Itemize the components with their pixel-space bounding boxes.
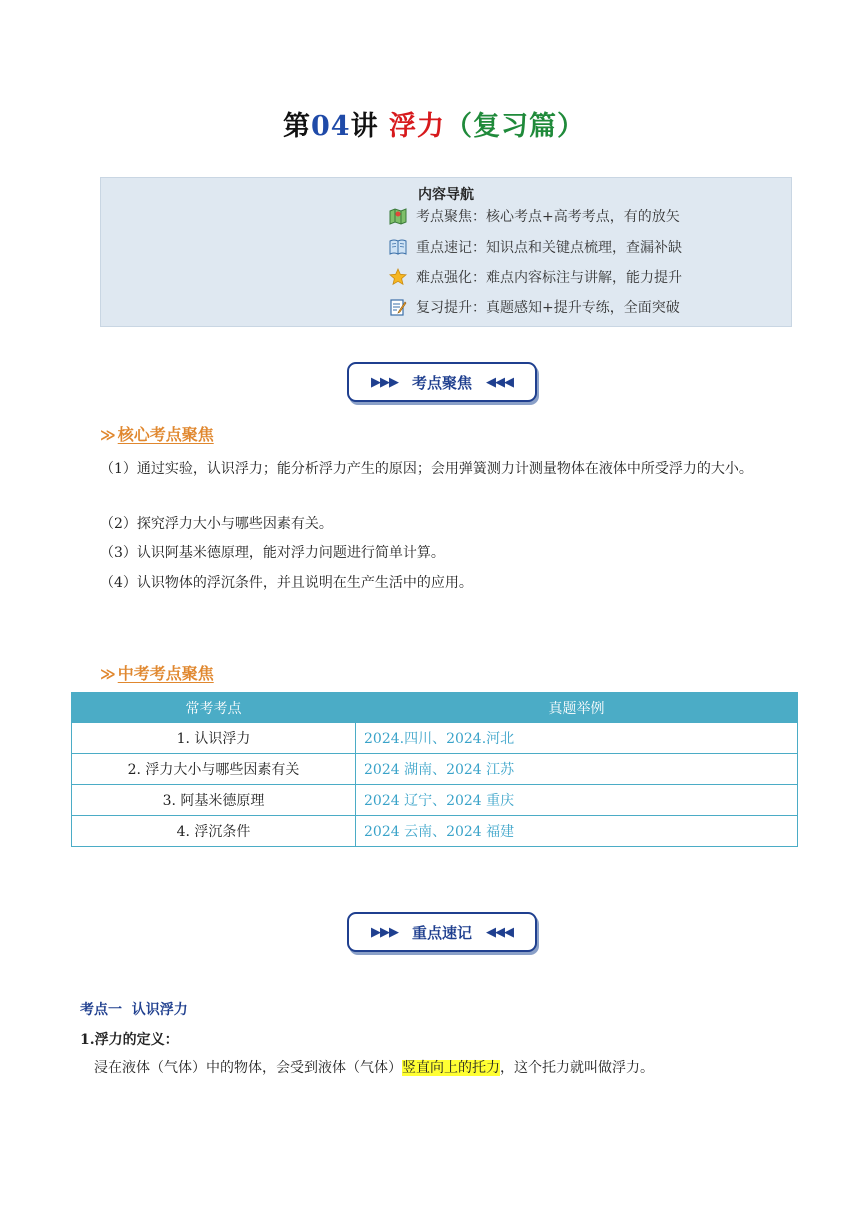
- table-cell-examples: 2024 湖南、2024 江苏: [356, 754, 798, 785]
- banner-arrows-left: ▶▶▶: [370, 924, 398, 940]
- table-cell-examples: 2024 云南、2024 福建: [356, 816, 798, 847]
- nav-item-label: 复习提升：真题感知+提升专练，全面突破: [416, 300, 680, 316]
- table-cell-examples: 2024 辽宁、2024 重庆: [356, 785, 798, 816]
- map-icon: [389, 207, 407, 225]
- table-cell-topic: 4. 浮沉条件: [72, 816, 356, 847]
- star-icon: [389, 268, 407, 286]
- column-header: 常考考点: [72, 693, 356, 723]
- core-point-item-4: （4）认识物体的浮沉条件，并且说明在生产生活中的应用。: [100, 575, 473, 591]
- core-point-item-1: （1）通过实验，认识浮力；能分析浮力产生的原因；会用弹簧测力计测量物体在液体中所受浮力的大小。: [100, 461, 753, 477]
- table-cell-topic: 2. 浮力大小与哪些因素有关: [72, 754, 356, 785]
- column-header: 真题举例: [356, 693, 798, 723]
- page-title: [0, 104, 868, 143]
- exam-points-heading: [100, 661, 214, 684]
- table-row: [72, 723, 798, 754]
- banner-arrows-right: ◀◀◀: [486, 374, 513, 390]
- nav-item-nandian: [389, 266, 682, 288]
- book-icon: [389, 238, 407, 256]
- nav-item-label: 难点强化：难点内容标注与讲解，能力提升: [416, 270, 682, 286]
- section-banner-kaodian: [347, 362, 537, 402]
- nav-item-fuxi: [389, 296, 680, 318]
- definition-highlight: 竖直向上的托力: [402, 1060, 500, 1076]
- section-banner-zhongdian: [347, 912, 537, 952]
- nav-item-kaodian: [389, 205, 680, 227]
- nav-item-zhongdian: [389, 236, 682, 258]
- table-cell-topic: 1. 认识浮力: [72, 723, 356, 754]
- banner-title: 重点速记: [411, 923, 472, 942]
- nav-heading: 内容导航: [418, 187, 474, 203]
- title-main: 浮力: [388, 111, 445, 142]
- definition-text: [94, 1058, 654, 1078]
- title-paren: （复习篇）: [444, 111, 585, 142]
- definition-text-post: ，这个托力就叫做浮力。: [500, 1060, 654, 1076]
- table-row: [72, 785, 798, 816]
- title-prefix: 第: [283, 111, 311, 142]
- title-number: 04: [311, 111, 351, 142]
- banner-arrows-left: ▶▶▶: [370, 374, 398, 390]
- exam-points-table: [71, 692, 798, 847]
- core-points-heading: [100, 422, 214, 445]
- definition-heading: 1.浮力的定义：: [80, 1032, 179, 1048]
- exam-heading-text: 中考考点聚焦: [117, 664, 214, 683]
- banner-arrows-right: ◀◀◀: [486, 924, 513, 940]
- table-cell-examples: 2024.四川、2024.河北: [356, 723, 798, 754]
- table-cell-topic: 3. 阿基米德原理: [72, 785, 356, 816]
- point-one-heading: 考点一 认识浮力: [80, 1002, 188, 1018]
- table-row: [72, 754, 798, 785]
- content-navigation-box: [100, 177, 792, 327]
- title-mid: 讲: [350, 111, 379, 142]
- nav-item-label: 考点聚焦：核心考点+高考考点，有的放矢: [416, 209, 680, 225]
- definition-text-pre: 浸在液体（气体）中的物体，会受到液体（气体）: [94, 1060, 402, 1076]
- double-chevron-icon: ≫: [100, 665, 116, 683]
- banner-title: 考点聚焦: [411, 373, 472, 392]
- core-point-item-3: （3）认识阿基米德原理，能对浮力问题进行简单计算。: [100, 545, 445, 561]
- core-heading-text: 核心考点聚焦: [117, 425, 214, 444]
- nav-item-label: 重点速记：知识点和关键点梳理，查漏补缺: [416, 240, 682, 256]
- core-point-item-2: （2）探究浮力大小与哪些因素有关。: [100, 516, 333, 532]
- table-header-row: [72, 693, 798, 723]
- double-chevron-icon: ≫: [100, 426, 116, 444]
- notepad-icon: [389, 298, 407, 316]
- table-row: [72, 816, 798, 847]
